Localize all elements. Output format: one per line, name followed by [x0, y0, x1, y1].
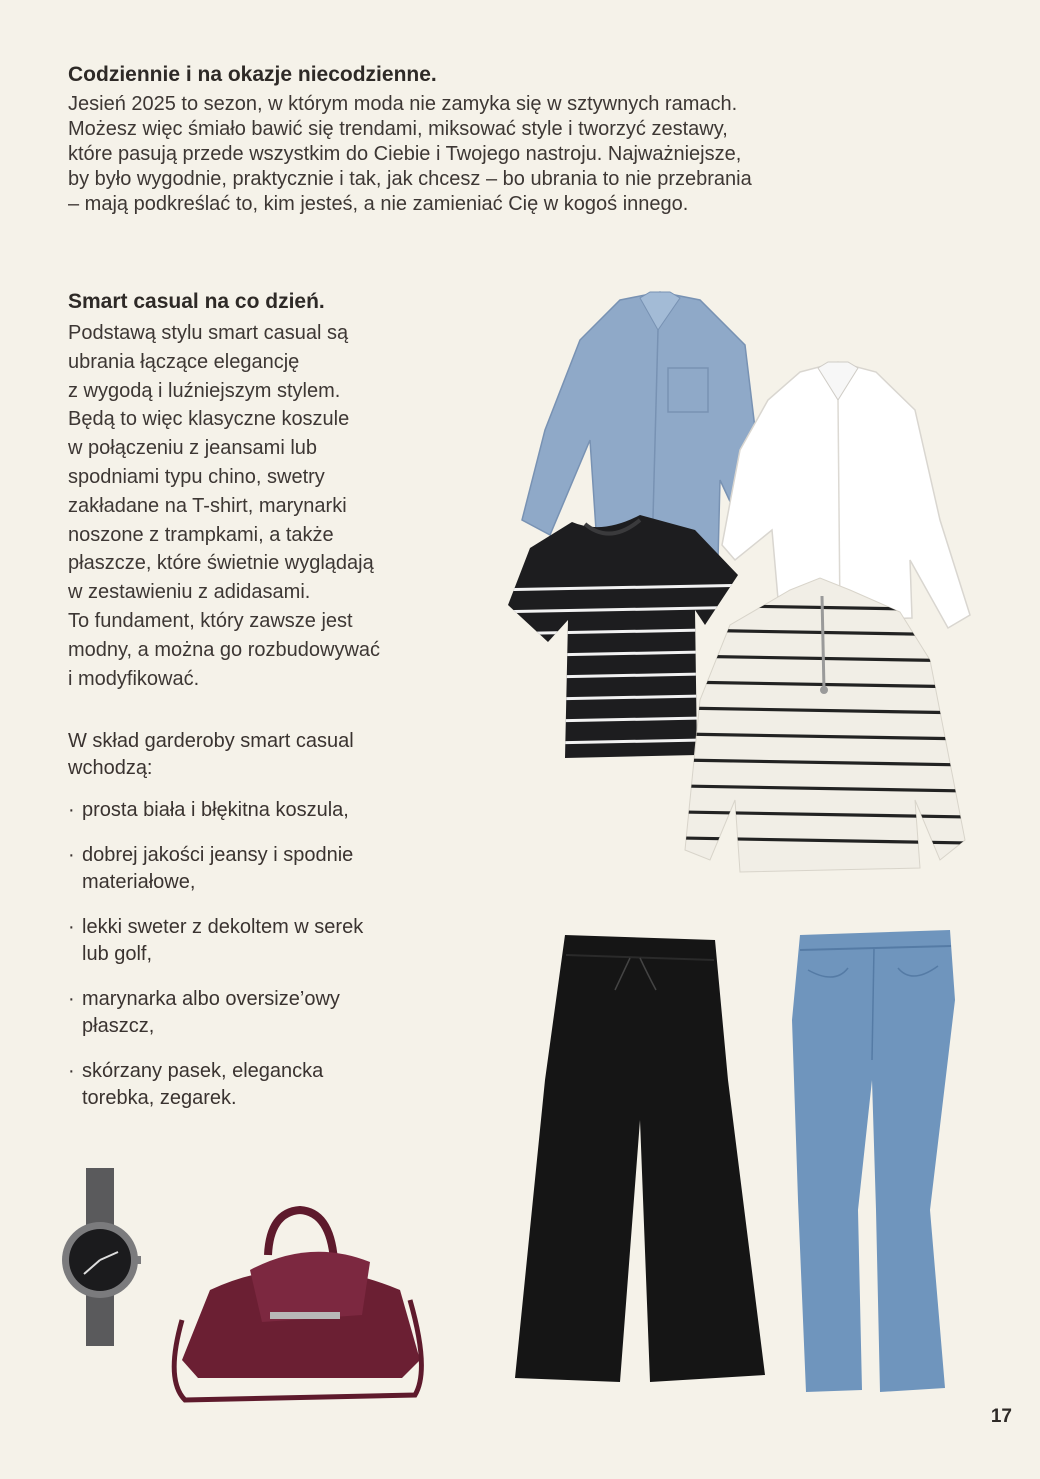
burgundy-handbag-illustration [174, 1210, 421, 1400]
list-item-text: lekki sweter z dekoltem w serek [82, 916, 364, 938]
smart-line: modny, a można go rozbudowywać [68, 638, 381, 661]
smart-line: Podstawą stylu smart casual są [68, 322, 349, 344]
intro-line: Możesz więc śmiało bawić się trendami, miksować style i tworzyć zestawy, [68, 118, 728, 140]
smart-casual-heading: Smart casual na co dzień. [68, 290, 325, 313]
smart-line: To fundament, który zawsze jest [68, 609, 353, 632]
list-item-text: torebka, zegarek. [82, 1087, 237, 1109]
list-item-text: skórzany pasek, elegancka [82, 1060, 324, 1082]
list-intro-line: W skład garderoby smart casual [68, 730, 354, 752]
intro-heading: Codziennie i na okazje niecodzienne. [68, 63, 437, 86]
smart-line: noszone z trampkami, a także [68, 523, 334, 546]
list-item-text: marynarka albo oversize’owy [82, 988, 340, 1010]
smart-line: ubrania łączące elegancję [68, 350, 300, 373]
list-intro-line: wchodzą: [68, 757, 153, 779]
smart-line: w zestawieniu z adidasami. [68, 581, 311, 604]
list-item-text: dobrej jakości jeansy i spodnie [82, 844, 354, 866]
blue-jeans-illustration [792, 930, 955, 1392]
smart-line: płaszcze, które świetnie wyglądają [68, 552, 374, 575]
intro-line: które pasują przede wszystkim do Ciebie i Twojego nastroju. Najważniejsze, [68, 143, 742, 165]
list-item-text: materiałowe, [82, 871, 196, 893]
list-item-text: prosta biała i błękitna koszula, [82, 799, 349, 821]
intro-line: Jesień 2025 to sezon, w którym moda nie zamyka się w sztywnych ramach. [68, 93, 738, 115]
bullet-dot: · [68, 799, 75, 821]
smart-line: spodniami typu chino, swetry [68, 465, 325, 488]
smart-line: Będą to więc klasyczne koszule [68, 408, 350, 431]
smart-line: w połączeniu z jeansami lub [68, 437, 318, 460]
bullet-dot: · [68, 844, 75, 866]
list-item-text: lub golf, [82, 943, 153, 965]
striped-zip-sweater-illustration [680, 578, 970, 872]
smart-line: z wygodą i luźniejszym stylem. [68, 379, 341, 402]
smart-line: zakładane na T-shirt, marynarki [68, 494, 347, 517]
smart-line: i modyfikować. [68, 667, 200, 690]
wristwatch-illustration [62, 1168, 141, 1346]
bullet-dot: · [68, 1060, 75, 1082]
black-wide-trousers-illustration [515, 935, 765, 1382]
bullet-dot: · [68, 916, 75, 938]
bullet-dot: · [68, 988, 75, 1010]
page-number: 17 [990, 1406, 1012, 1427]
list-item-text: płaszcz, [82, 1015, 155, 1037]
intro-line: by było wygodnie, praktycznie i tak, jak chcesz – bo ubrania to nie przebrania [68, 168, 752, 190]
intro-line: – mają podkreślać to, kim jesteś, a nie zamieniać Cię w kogoś innego. [68, 193, 689, 215]
